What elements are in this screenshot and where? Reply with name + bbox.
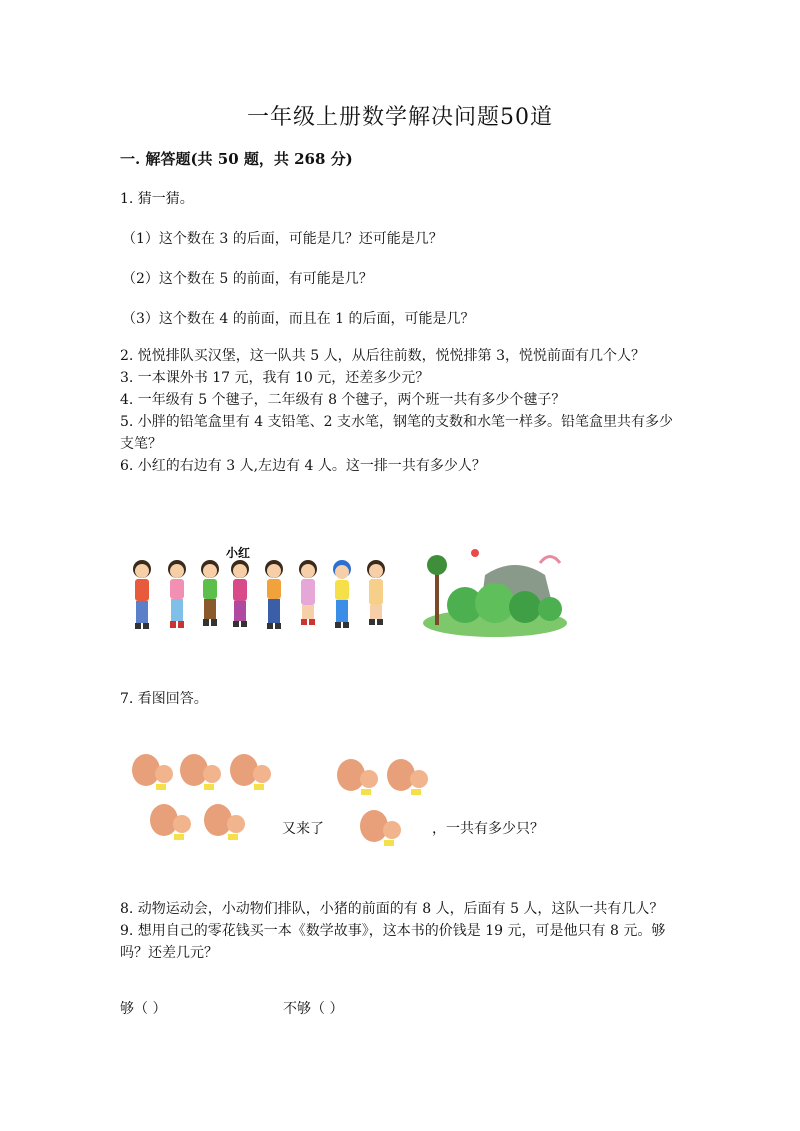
- question-2: 2. 悦悦排队买汉堡，这一队共 5 人，从后往前数，悦悦排第 3，悦悦前面有几个人？: [120, 348, 645, 364]
- question-4: 4. 一年级有 5 个毽子，二年级有 8 个毽子，两个班一共有多少个毽子？: [120, 392, 566, 408]
- question-1-sub-1: （1）这个数在 3 的后面，可能是几？还可能是几？: [122, 231, 443, 247]
- questions-2-to-6: [120, 345, 680, 477]
- squirrel-group-left: [132, 754, 271, 840]
- question-3: 3. 一本课外书 17 元，我有 10 元，还差多少元？: [120, 370, 430, 386]
- squirrels-illustration: [128, 748, 428, 858]
- question-8: 8. 动物运动会，小动物们排队，小猪的前面的有 8 人，后面有 5 人，这队一共有几人？: [120, 901, 664, 917]
- question-7-mid-text: 又来了: [282, 821, 324, 837]
- questions-8-9: [120, 898, 680, 964]
- child-figures: [133, 560, 385, 629]
- xiaohong-label: 小红: [226, 546, 251, 560]
- question-7-end-text: ，一共有多少只？: [432, 821, 544, 837]
- answer-not-enough: 不够（ ）: [283, 1001, 344, 1017]
- question-1-sub-2: （2）这个数在 5 的前面，有可能是几？: [122, 271, 373, 287]
- question-1-sub-3: （3）这个数在 4 的前面，而且在 1 的后面，可能是几？: [122, 311, 475, 327]
- section-heading: 一. 解答题(共 50 题，共 268 分): [120, 150, 353, 168]
- question-7-stem: 7. 看图回答。: [120, 691, 208, 707]
- squirrel-group-right: [337, 759, 428, 846]
- question-5: 5. 小胖的铅笔盒里有 4 支铅笔、2 支水笔，钢笔的支数和水笔一样多。铅笔盒里共有多少支笔？: [120, 414, 673, 452]
- question-6: 6. 小红的右边有 3 人,左边有 4 人。这一排一共有多少人？: [120, 458, 486, 474]
- children-row-illustration: [120, 545, 590, 645]
- answer-enough: 够（ ）: [120, 1001, 167, 1017]
- page-title: 一年级上册数学解决问题50道: [247, 105, 553, 130]
- question-9: 9. 想用自己的零花钱买一本《数学故事》，这本书的价钱是 19 元，可是他只有 8 元。够吗？还差几元？: [120, 923, 666, 961]
- landscape-illustration: [423, 549, 567, 637]
- question-1-stem: 1. 猜一猜。: [120, 191, 194, 207]
